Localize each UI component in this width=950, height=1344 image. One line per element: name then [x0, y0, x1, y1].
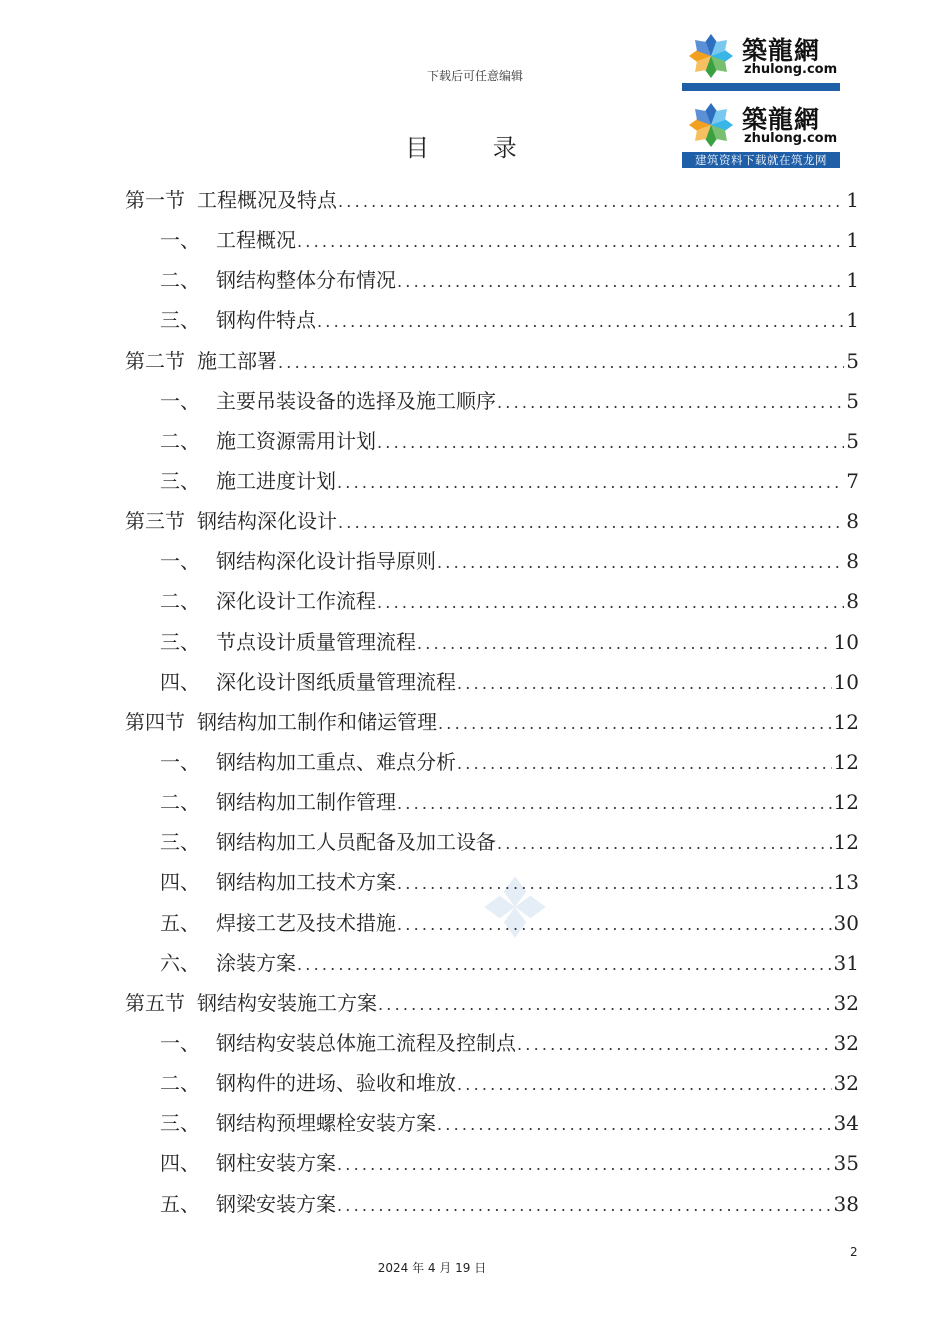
- toc-dot-leader: [416, 624, 832, 664]
- toc-entry-title: 节点设计质量管理流程: [216, 629, 416, 654]
- toc-item-entry[interactable]: [125, 1023, 859, 1063]
- toc-entry-title: 涂装方案: [216, 950, 296, 975]
- toc-dot-leader: [377, 985, 832, 1025]
- toc-entry-number: 一、: [160, 1030, 200, 1055]
- toc-dot-leader: [456, 664, 832, 704]
- toc-dot-leader: [296, 945, 832, 985]
- toc-dot-leader: [337, 503, 844, 543]
- toc-entry-title: 钢结构加工重点、难点分析: [216, 749, 456, 774]
- toc-entry-number: 二、: [160, 589, 200, 614]
- toc-dot-leader: [496, 383, 844, 423]
- toc-item-entry[interactable]: [125, 903, 859, 943]
- header-note: 下载后可任意编辑: [426, 69, 523, 83]
- toc-entry-number: 五、: [160, 1191, 200, 1216]
- toc-entry-number: 三、: [160, 308, 200, 333]
- toc-dot-leader: [336, 463, 844, 503]
- toc-entry-page: 5: [846, 348, 859, 373]
- toc-dot-leader: [456, 744, 832, 784]
- toc-dot-leader: [456, 1065, 832, 1105]
- toc-entry-title: 钢结构安装施工方案: [197, 990, 377, 1015]
- toc-section-entry[interactable]: [125, 702, 859, 742]
- toc-entry-title: 钢柱安装方案: [216, 1151, 336, 1176]
- toc-entry-page: 35: [833, 1151, 859, 1176]
- toc-entry-title: 钢构件特点: [216, 308, 316, 333]
- toc-entry-title: 焊接工艺及技术措施: [216, 910, 396, 935]
- toc-entry-number: 四、: [160, 870, 200, 895]
- toc-entry-title: 钢结构加工制作管理: [216, 790, 396, 815]
- toc-entry-number: 三、: [160, 468, 200, 493]
- toc-entry-number: 二、: [160, 268, 200, 293]
- logo-brand: 築龍網: [742, 105, 821, 134]
- toc-entry-title: 钢结构深化设计指导原则: [216, 549, 436, 574]
- toc-item-entry[interactable]: [125, 260, 859, 300]
- toc-entry-page: 1: [846, 228, 859, 253]
- toc-dot-leader: [496, 824, 832, 864]
- toc-item-entry[interactable]: [125, 220, 859, 260]
- toc-entry-page: 32: [833, 1030, 859, 1055]
- toc-item-entry[interactable]: [125, 943, 859, 983]
- footer-date: 2024 年 4 月 19 日: [377, 1261, 487, 1275]
- toc-entry-page: 32: [833, 1071, 859, 1096]
- toc-item-entry[interactable]: [125, 1103, 859, 1143]
- logo-site: zhulong.com: [744, 131, 838, 146]
- toc-entry-title: 钢结构加工制作和储运管理: [197, 709, 437, 734]
- toc-dot-leader: [336, 1145, 832, 1185]
- toc-entry-page: 7: [846, 468, 859, 493]
- toc-entry-number: 二、: [160, 428, 200, 453]
- toc-entry-number: 第一节: [125, 188, 185, 212]
- toc-dot-leader: [396, 784, 832, 824]
- toc-entry-page: 38: [833, 1191, 859, 1216]
- toc-entry-number: 三、: [160, 830, 200, 855]
- toc-entry-number: 第四节: [125, 709, 185, 734]
- toc-entry-number: 六、: [160, 950, 200, 975]
- toc-dot-leader: [436, 543, 844, 583]
- toc-dot-leader: [376, 423, 844, 463]
- toc-item-entry[interactable]: [125, 581, 859, 621]
- toc-entry-number: 四、: [160, 669, 200, 694]
- toc-entry-number: 第二节: [125, 348, 185, 373]
- toc-entry-title: 工程概况及特点: [197, 188, 337, 212]
- toc-entry-title: 钢结构整体分布情况: [216, 268, 396, 293]
- toc-entry-number: 一、: [160, 388, 200, 413]
- toc-entry-page: 30: [833, 910, 859, 935]
- toc-entry-title: 主要吊装设备的选择及施工顺序: [216, 388, 496, 413]
- toc-entry-number: 二、: [160, 1071, 200, 1096]
- toc-item-entry[interactable]: [125, 300, 859, 340]
- toc-dot-leader: [396, 262, 844, 302]
- toc-entry-page: 12: [833, 790, 859, 815]
- toc-item-entry[interactable]: [125, 461, 859, 501]
- toc-entry-title: 钢结构深化设计: [197, 509, 337, 534]
- toc-item-entry[interactable]: [125, 662, 859, 702]
- toc-dot-leader: [437, 704, 832, 744]
- toc-entry-page: 5: [846, 388, 859, 413]
- toc-entry-page: 10: [833, 629, 859, 654]
- toc-entry-page: 1: [846, 188, 859, 212]
- toc-item-entry[interactable]: [125, 421, 859, 461]
- toc-dot-leader: [396, 905, 832, 945]
- toc-entry-page: 13: [833, 870, 859, 895]
- toc-entry-page: 31: [833, 950, 859, 975]
- toc-entry-number: 五、: [160, 910, 200, 935]
- toc-section-entry[interactable]: [125, 341, 859, 381]
- toc-entry-page: 8: [846, 589, 859, 614]
- toc-entry-page: 8: [846, 549, 859, 574]
- toc-dot-leader: [436, 1105, 832, 1145]
- toc-entry-page: 1: [846, 268, 859, 293]
- toc-entry-number: 三、: [160, 629, 200, 654]
- toc-item-entry[interactable]: [125, 541, 859, 581]
- toc-item-entry[interactable]: [125, 622, 859, 662]
- toc-entry-number: 一、: [160, 749, 200, 774]
- toc-dot-leader: [516, 1025, 832, 1065]
- toc-entry-page: 8: [846, 509, 859, 534]
- toc-entry-number: 二、: [160, 790, 200, 815]
- logo-site: zhulong.com: [744, 62, 838, 77]
- toc-item-entry[interactable]: [125, 782, 859, 822]
- table-of-contents: [125, 180, 859, 1224]
- toc-item-entry[interactable]: [125, 381, 859, 421]
- toc-entry-title: 钢结构安装总体施工流程及控制点: [216, 1030, 516, 1055]
- toc-dot-leader: [376, 583, 844, 623]
- logo-brand: 築龍網: [742, 36, 821, 65]
- toc-entry-number: 三、: [160, 1111, 200, 1136]
- toc-entry-title: 施工资源需用计划: [216, 428, 376, 453]
- toc-dot-leader: [396, 864, 832, 904]
- toc-entry-title: 钢结构加工人员配备及加工设备: [216, 830, 496, 855]
- logo-slogan-bar: [682, 83, 840, 91]
- toc-section-entry[interactable]: [125, 501, 859, 541]
- toc-dot-leader: [336, 1186, 832, 1226]
- toc-entry-page: 12: [833, 749, 859, 774]
- page-number: 2: [850, 1245, 858, 1259]
- toc-item-entry[interactable]: [125, 822, 859, 862]
- toc-section-entry[interactable]: [125, 983, 859, 1023]
- toc-entry-number: 第三节: [125, 509, 185, 534]
- toc-entry-page: 32: [833, 990, 859, 1015]
- toc-entry-page: 1: [846, 308, 859, 333]
- toc-entry-page: 12: [833, 709, 859, 734]
- toc-entry-page: 10: [833, 669, 859, 694]
- logo-slogan: 建筑资料下载就在筑龙网: [682, 152, 840, 168]
- toc-entry-title: 钢结构预埋螺栓安装方案: [216, 1111, 436, 1136]
- toc-entry-number: 一、: [160, 549, 200, 574]
- toc-entry-number: 四、: [160, 1151, 200, 1176]
- toc-item-entry[interactable]: [125, 1063, 859, 1103]
- toc-entry-page: 12: [833, 830, 859, 855]
- zhulong-logo-top: [682, 27, 840, 91]
- toc-dot-leader: [316, 302, 844, 342]
- toc-entry-title: 深化设计工作流程: [216, 589, 376, 614]
- toc-item-entry[interactable]: [125, 862, 859, 902]
- toc-dot-leader: [277, 343, 844, 383]
- toc-entry-number: 一、: [160, 228, 200, 253]
- toc-dot-leader: [296, 222, 844, 262]
- toc-entry-title: 钢结构加工技术方案: [216, 870, 396, 895]
- toc-entry-title: 施工部署: [197, 348, 277, 373]
- toc-item-entry[interactable]: [125, 1184, 859, 1224]
- toc-item-entry[interactable]: [125, 742, 859, 782]
- toc-entry-title: 钢构件的进场、验收和堆放: [216, 1071, 456, 1096]
- toc-entry-page: 5: [846, 428, 859, 453]
- toc-item-entry[interactable]: [125, 1143, 859, 1183]
- toc-entry-title: 深化设计图纸质量管理流程: [216, 669, 456, 694]
- toc-entry-title: 工程概况: [216, 228, 296, 253]
- toc-section-entry[interactable]: [125, 180, 859, 220]
- toc-dot-leader: [337, 182, 844, 222]
- zhulong-flower-icon: [686, 31, 736, 81]
- toc-entry-title: 施工进度计划: [216, 468, 336, 493]
- toc-entry-title: 钢梁安装方案: [216, 1191, 336, 1216]
- toc-entry-number: 第五节: [125, 990, 185, 1015]
- toc-title: 目 录: [405, 134, 545, 162]
- toc-entry-page: 34: [833, 1111, 859, 1136]
